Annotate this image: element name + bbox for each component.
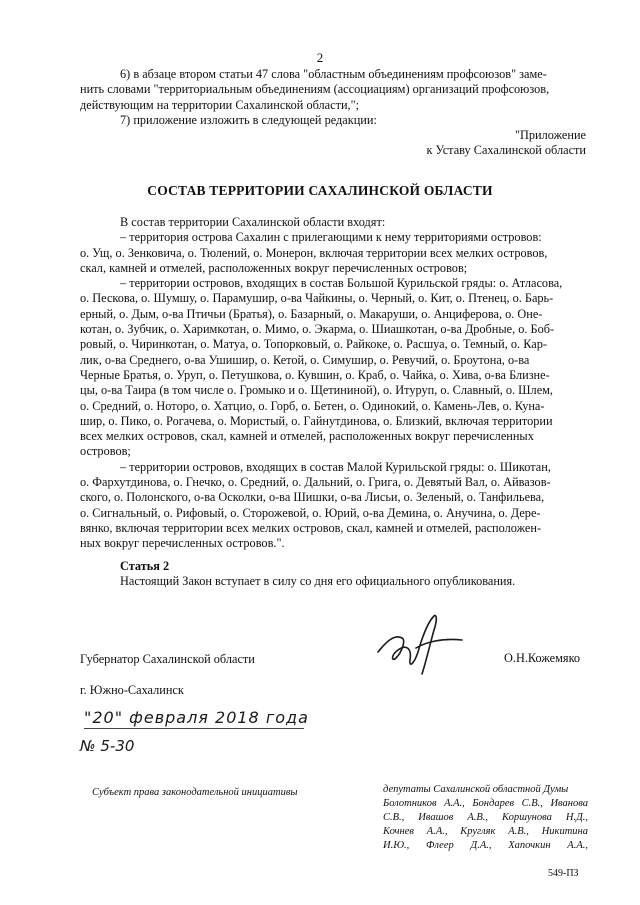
item-3-line: – территории островов, входящих в состав Малой Курильской гряды: о. Шикотан, bbox=[120, 459, 551, 474]
governor-name: О.Н.Кожемяко bbox=[504, 651, 581, 665]
item-2-line: Черные Братья, о. Уруп, о. Петушкова, о. Кувшин, о. Краб, о. Чайка, о. Хива, о-ва Близне- bbox=[80, 367, 550, 382]
item-1-line: – территория острова Сахалин с прилегающими к нему территориями островов: bbox=[120, 230, 542, 245]
article-text: Настоящий Закон вступает в силу со дня его официального опубликования. bbox=[120, 574, 516, 589]
appendix-header-line: к Уставу Сахалинской области bbox=[426, 143, 586, 158]
paragraph-6-line: нить словами "территориальным объединениям (ассоциациям) организаций профсоюзов, bbox=[80, 82, 550, 97]
item-3-line: ского, о. Полонского, о-ва Осколки, о-ва Шишки, о-ва Лисьи, о. Зеленый, о. Танфильева, bbox=[80, 490, 545, 505]
item-2-line: островов; bbox=[80, 444, 131, 459]
item-2-line: о. Средний, о. Нотoро, о. Хатцио, о. Горб, о. Бетен, о. Одинокий, о. Камень-Лев, о. Куна- bbox=[80, 398, 545, 413]
document-code: 549-ПЗ bbox=[548, 868, 579, 879]
item-2-line: шир, о. Пико, о. Рогачева, о. Мористый, о. Гайнутдинова, о. Близкий, включая территории bbox=[80, 413, 553, 428]
appendix-header-line: "Приложение bbox=[514, 128, 586, 143]
item-2-line: лик, о-ва Среднего, о-ва Ушишир, о. Кетой, о. Симушир, о. Ревучий, о. Броутона, о-ва bbox=[80, 352, 530, 367]
date-underline bbox=[84, 728, 304, 729]
deputies-list bbox=[383, 783, 588, 853]
intro-text: В состав территории Сахалинской области входят: bbox=[120, 215, 386, 229]
item-2-line: о. Пескова, о. Шумшу, о. Парамушир, о-ва Чайкины, о. Черный, о. Кит, о. Птенец, о. Барь- bbox=[80, 291, 554, 306]
article-heading: Статья 2 bbox=[120, 559, 170, 573]
territory-list bbox=[80, 215, 590, 552]
item-2-line: ерный, о. Дым, о-ва Птичьи (Братья), о. Базарный, о. Макаруши, о. Анциферова, о. Оне- bbox=[80, 306, 543, 321]
paragraph-6 bbox=[80, 67, 590, 159]
law-number: № 5-30 bbox=[80, 737, 135, 755]
governor-title: Губернатор Сахалинской области bbox=[80, 652, 255, 666]
item-3-line: ных вокруг перечисленных островов.". bbox=[80, 536, 285, 551]
page-number: 2 bbox=[316, 50, 324, 65]
city: г. Южно-Сахалинск bbox=[80, 683, 184, 697]
item-2-line: котан, о. Зубчик, о. Харимкотан, о. Мимо, о. Экарма, о. Шиашкотан, о-ва Дробные, о. Боб- bbox=[80, 322, 555, 337]
signature-graphic bbox=[372, 612, 468, 678]
subject-label: Субъект права законодательной инициативы bbox=[92, 787, 298, 798]
document-title: СОСТАВ ТЕРРИТОРИИ САХАЛИНСКОЙ ОБЛАСТИ bbox=[147, 183, 493, 198]
item-3-line: вянко, включая территории всех мелких островов, скал, камней и отмелей, расположен- bbox=[80, 520, 542, 535]
item-2-line: ровый, о. Чиринкотан, о. Матуа, о. Топорковый, о. Райкоке, о. Расшуа, о. Темный, о. Кар- bbox=[80, 337, 547, 352]
item-3-line: о. Сигнальный, о. Рифовый, о. Сторожевой, о. Юрий, о-ва Демина, о. Анучина, о. Дере- bbox=[80, 505, 541, 520]
item-3-line: о. Фархутдинова, о. Гнечко, о. Средний, о. Дальний, о. Грига, о. Девятый Вал, о. Айвазов- bbox=[80, 475, 551, 490]
deputies-line: И.Ю., Флеер Д.А., Хапочкин А.А., bbox=[383, 840, 588, 851]
item-2-line: всех мелких островов, скал, камней и отмелей, расположенных вокруг перечисленных bbox=[80, 429, 534, 444]
item-1-line: о. Ущ, о. Зенковича, о. Тюлений, о. Монерон, включая территории всех мелких островов, bbox=[80, 245, 548, 260]
deputies-line: Кочнев А.А., Кругляк А.В., Никитина bbox=[383, 826, 588, 837]
item-2-line: цы, о-ва Таира (в том числе о. Громыко и о. Щетининой), о. Итуруп, о. Славный, о. Шлем, bbox=[80, 383, 554, 398]
item-1-line: скал, камней и отмелей, расположенных вокруг перечисленных островов; bbox=[80, 260, 468, 275]
deputies-line: Болотников А.А., Бондарев С.В., Иванова bbox=[383, 798, 588, 809]
paragraph-7: 7) приложение изложить в следующей редакции: bbox=[120, 112, 377, 127]
item-2-line: – территории островов, входящих в состав Большой Курильской гряды: о. Атласова, bbox=[120, 276, 563, 291]
date-handwritten: "20" февраля 2018 года bbox=[84, 708, 309, 727]
article-2 bbox=[80, 559, 590, 590]
deputies-line: С.В., Ивашов А.В., Коршунова Н.Д., bbox=[383, 812, 588, 823]
paragraph-6-line: действующим на территории Сахалинской области,"; bbox=[80, 97, 360, 112]
deputies-line: депутаты Сахалинской областной Думы bbox=[383, 784, 569, 795]
paragraph-6-line: 6) в абзаце втором статьи 47 слова "областным объединениям профсоюзов" заме- bbox=[120, 67, 547, 81]
